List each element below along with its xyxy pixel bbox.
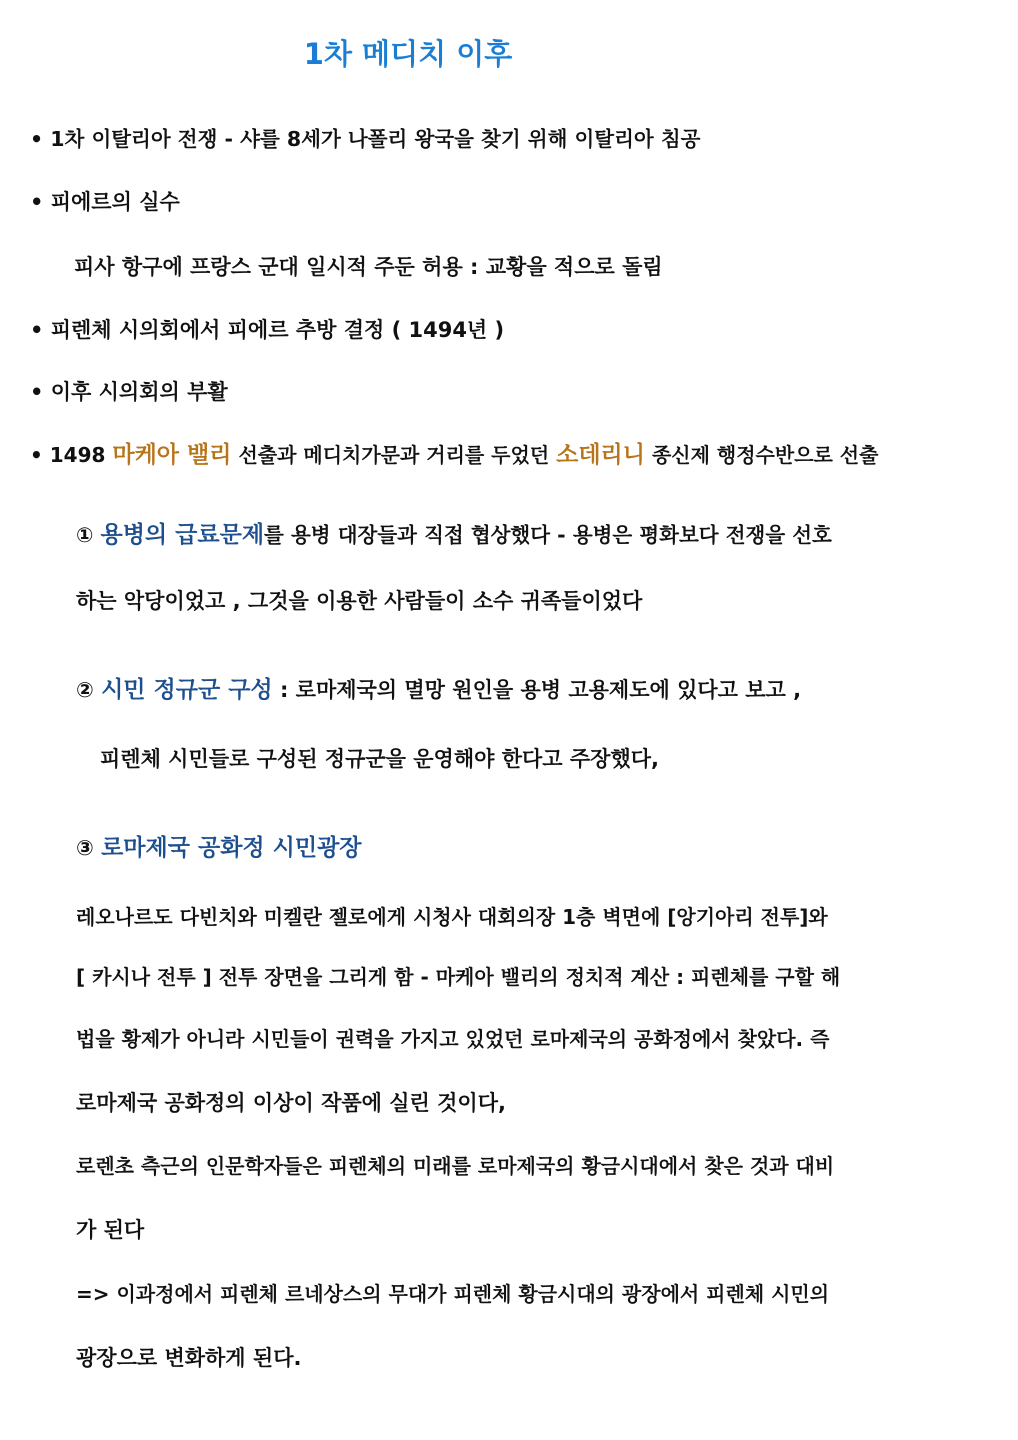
item2-marker: ② — [76, 678, 102, 702]
item3-line: 로마제국 공화정의 이상이 작품에 실린 것이다, — [76, 1091, 506, 1115]
item3-heading: 로마제국 공화정 시민광장 — [101, 835, 362, 861]
item2-line2: 피렌체 시민들로 구성된 정규군을 운영해야 한다고 주장했다, — [100, 747, 659, 771]
bullet-piero-mistake: • 피에르의 실수 — [30, 190, 180, 214]
highlight-soderini: 소데리니 — [556, 442, 645, 468]
bullet-1498-election — [30, 440, 878, 470]
item2-heading: 시민 정규군 구성 — [101, 677, 273, 703]
item2-text: : 로마제국의 멸망 원인을 용병 고용제도에 있다고 보고 , — [272, 678, 802, 702]
item1-marker: ① — [76, 523, 101, 547]
item3-line: => 이과정에서 피렌체 르네상스의 무대가 피렌체 황금시대의 광장에서 피렌체 시민의 — [76, 1282, 830, 1306]
item3-line: 법을 황제가 아니라 시민들이 권력을 가지고 있었던 로마제국의 공화정에서 찾았다. 즉 — [76, 1027, 830, 1051]
item2-line1 — [76, 675, 801, 705]
bullet-council-revival: • 이후 시의회의 부활 — [30, 380, 228, 404]
item3-line: 레오나르도 다빈치와 미켈란 젤로에게 시청사 대회의장 1층 벽면에 [앙기아리 전투]와 — [76, 905, 828, 929]
election-year: • 1498 — [30, 443, 113, 467]
item1-line2: 하는 악당이었고 , 그것을 이용한 사람들이 소수 귀족들이었다 — [76, 589, 643, 613]
item3-line: 가 된다 — [76, 1218, 145, 1242]
bullet-italian-war: • 1차 이탈리아 전쟁 - 샤를 8세가 나폴리 왕국을 찾기 위해 이탈리아 침공 — [30, 127, 701, 151]
item1-line1 — [76, 520, 832, 550]
item3-line: [ 카시나 전투 ] 전투 장면을 그리게 함 - 마케아 밸리의 정치적 계산 : 피렌체를 구할 해 — [76, 965, 841, 989]
highlight-machiavelli: 마케아 밸리 — [112, 442, 232, 468]
item1-text: 를 용병 대장들과 직접 협상했다 - 용병은 평화보다 전쟁을 선호 — [264, 523, 832, 547]
item3-line: 로렌초 측근의 인문학자들은 피렌체의 미래를 로마제국의 황금시대에서 찾은 것과 대비 — [76, 1154, 835, 1178]
election-text-end: 종신제 행정수반으로 선출 — [644, 443, 879, 467]
piero-mistake-detail: 피사 항구에 프랑스 군대 일시적 주둔 허용 : 교황을 적으로 돌림 — [74, 255, 663, 279]
item3-heading-line — [76, 833, 362, 863]
election-text-mid: 선출과 메디치가문과 거리를 두었던 — [231, 443, 557, 467]
item1-heading: 용병의 급료문제 — [100, 522, 265, 548]
page-title: 1차 메디치 이후 — [303, 37, 513, 71]
bullet-piero-exile: • 피렌체 시의회에서 피에르 추방 결정 ( 1494년 ) — [30, 318, 505, 342]
item3-line: 광장으로 변화하게 된다. — [76, 1346, 302, 1370]
item3-marker: ③ — [76, 836, 102, 860]
